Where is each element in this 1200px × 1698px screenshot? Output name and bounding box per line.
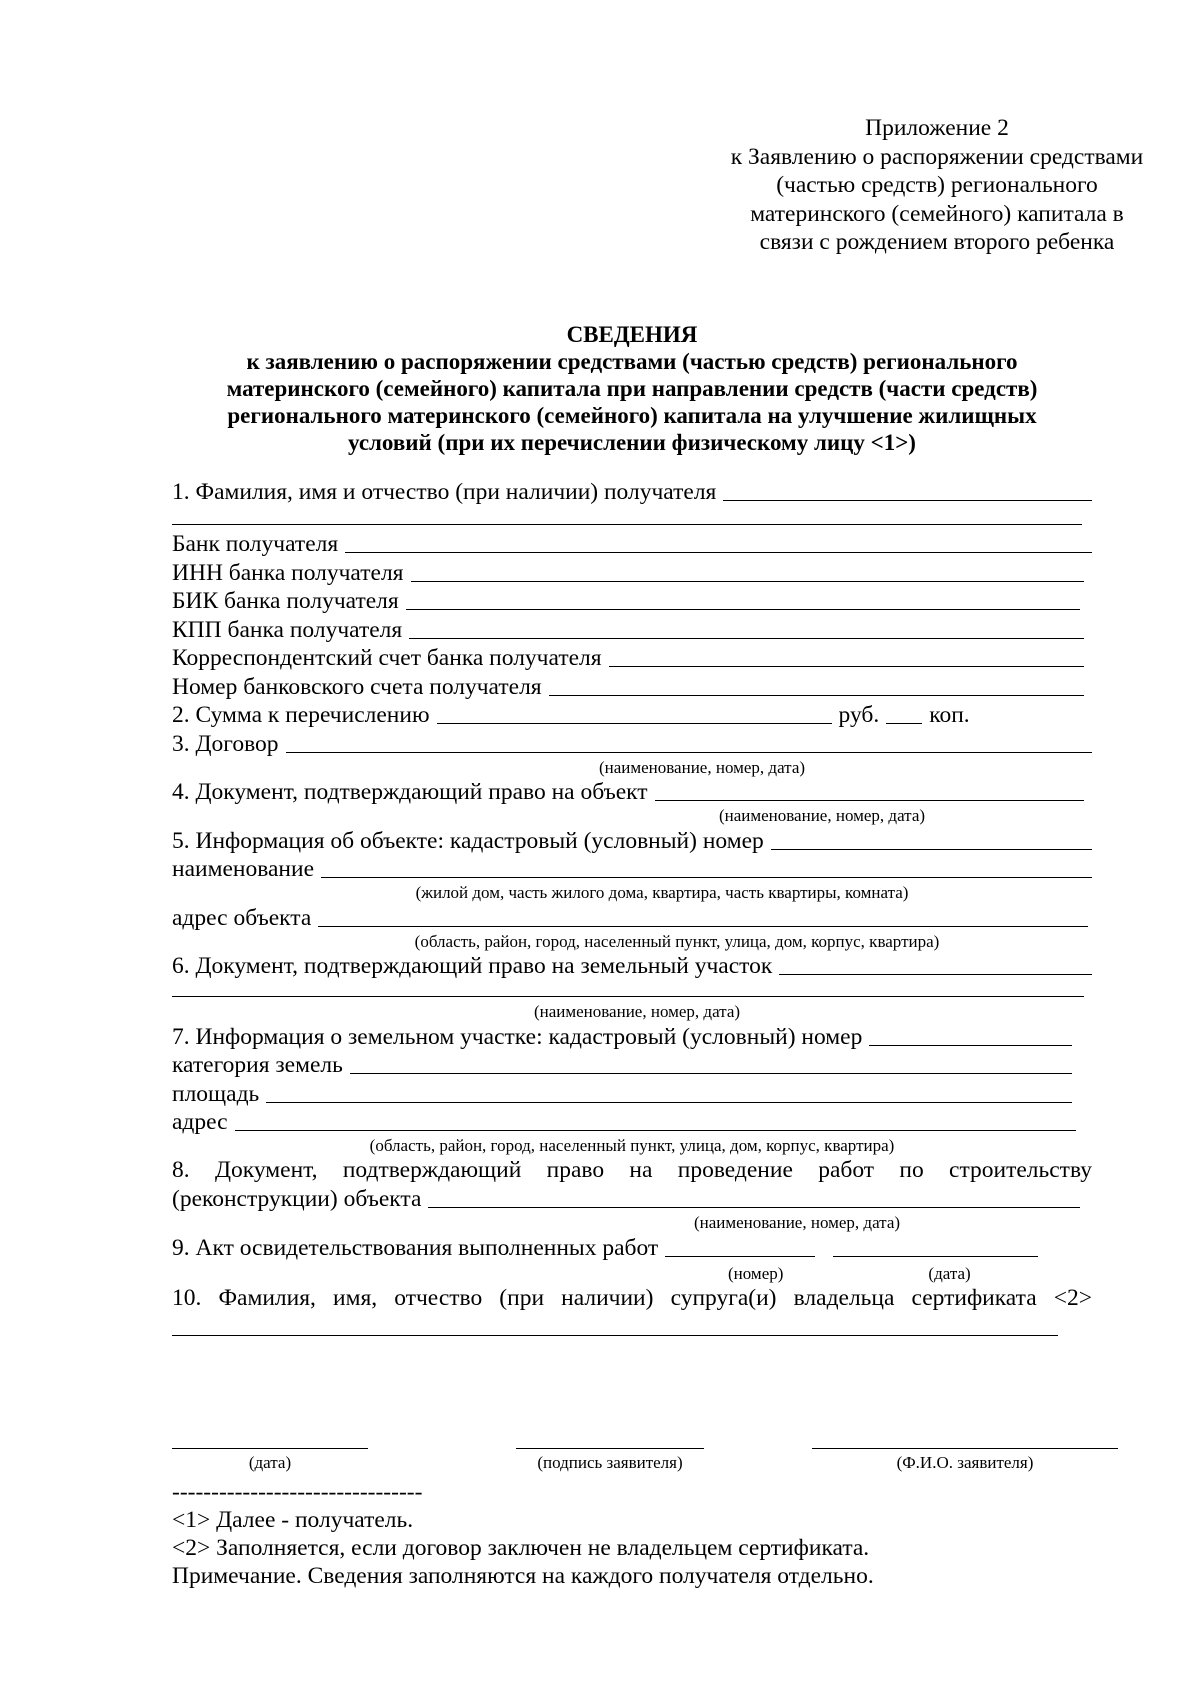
appendix-line: (частью средств) регионального [776, 172, 1098, 198]
land-address-row [172, 1108, 1092, 1137]
appendix-line: к Заявлению о распоряжении средствами [730, 143, 1144, 170]
ownership-doc-label: 4. Документ, подтверждающий право на объект [172, 779, 648, 805]
act-hints-row [172, 1262, 1092, 1284]
bank-label: Банк получателя [172, 531, 339, 557]
bank-kpp-field[interactable] [409, 638, 1084, 639]
act-date-hint: (дата) [928, 1263, 971, 1283]
recipient-name-field[interactable] [723, 500, 1092, 501]
date-caption: (дата) [248, 1453, 292, 1472]
object-info-row [172, 826, 1092, 855]
act-number-hint: (номер) [728, 1263, 784, 1283]
title-line: материнского (семейного) капитала при направлении средств (части средств) [226, 375, 1038, 401]
fio-caption: (Ф.И.О. заявителя) [896, 1453, 1034, 1472]
object-address-label: адрес объекта [172, 904, 312, 931]
contract-field[interactable] [286, 752, 1092, 753]
remark: Примечание. Сведения заполняются на каждого получателя отдельно. [172, 1563, 874, 1589]
construction-doc-field[interactable] [428, 1207, 1080, 1208]
form-body [172, 476, 1092, 1341]
land-category-label: категория земель [172, 1052, 343, 1078]
bank-bik-label: БИК банка получателя [172, 588, 399, 614]
recipient-name-row [172, 476, 1092, 506]
date-signature-line[interactable] [172, 1448, 368, 1449]
bank-kpp-row [172, 615, 1092, 644]
appendix-line: Приложение 2 [865, 115, 1009, 141]
act-date-field[interactable] [833, 1256, 1038, 1257]
object-info-label: 5. Информация об объекте: кадастровый (условный) номер [172, 827, 764, 854]
land-area-row [172, 1079, 1092, 1108]
spouse-row: 10. Фамилия, имя, отчество (при наличии) супруга(и) владельца сертификата <2> [172, 1284, 1092, 1311]
object-name-label: наименование [172, 856, 315, 882]
amount-rub-field[interactable] [437, 723, 832, 724]
construction-doc-label: (реконструкции) объекта [172, 1186, 422, 1212]
applicant-signature-block [516, 1448, 704, 1473]
appendix-line: материнского (семейного) капитала в [750, 200, 1124, 227]
footnotes [172, 1478, 874, 1590]
spouse-field[interactable] [172, 1335, 1058, 1336]
ownership-doc-hint: (наименование, номер, дата) [718, 806, 926, 825]
construction-doc-row [172, 1185, 1092, 1214]
applicant-fio-block [812, 1448, 1118, 1473]
land-info-row [172, 1022, 1092, 1051]
object-address-hint: (область, район, город, населенный пункт, улица, дом, корпус, квартира) [414, 931, 940, 951]
bank-bik-row [172, 587, 1092, 616]
bank-kpp-label: КПП банка получателя [172, 616, 403, 643]
amount-kop-field[interactable] [886, 723, 922, 724]
object-address-row [172, 903, 1092, 932]
ownership-doc-field[interactable] [655, 800, 1084, 801]
bank-field[interactable] [345, 552, 1092, 553]
corr-account-label: Корреспондентский счет банка получателя [172, 645, 602, 671]
footnote-1: <1> Далее - получатель. [172, 1507, 414, 1533]
object-address-field[interactable] [318, 926, 1088, 927]
object-name-row [172, 855, 1092, 884]
land-area-label: площадь [172, 1080, 260, 1107]
title-line: условий (при их перечислении физическому лицу <1>) [348, 429, 916, 455]
land-address-hint: (область, район, город, населенный пункт, улица, дом, корпус, квартира) [369, 1136, 895, 1155]
footnote-2: <2> Заполняется, если договор заключен не владельцем сертификата. [172, 1535, 870, 1561]
land-category-row [172, 1051, 1092, 1080]
contract-hint: (наименование, номер, дата) [598, 757, 806, 777]
land-doc-hint: (наименование, номер, дата) [533, 1002, 741, 1021]
account-number-row [172, 672, 1092, 701]
land-doc-row [172, 952, 1092, 981]
spouse-continuation-row [172, 1312, 1092, 1341]
act-row [172, 1233, 1092, 1262]
object-cadastral-field[interactable] [771, 849, 1092, 850]
rub-label: руб. [838, 702, 880, 728]
recipient-name-continuation-field[interactable] [172, 524, 1082, 525]
date-signature-block [172, 1448, 368, 1473]
bank-inn-label: ИНН банка получателя [172, 559, 404, 586]
land-area-field[interactable] [266, 1102, 1072, 1103]
signature-caption: (подпись заявителя) [537, 1453, 683, 1472]
ownership-doc-row [172, 778, 1092, 807]
contract-row [172, 729, 1092, 758]
object-name-field[interactable] [321, 877, 1092, 878]
applicant-fio-line[interactable] [812, 1448, 1118, 1449]
appendix-header [672, 114, 1200, 257]
land-doc-continuation-row [172, 980, 1092, 1002]
bank-inn-row [172, 558, 1092, 587]
land-doc-label: 6. Документ, подтверждающий право на земельный участок [172, 953, 773, 979]
object-name-hint: (жилой дом, часть жилого дома, квартира, часть квартиры, комната) [415, 883, 909, 902]
kop-label: коп. [929, 702, 970, 728]
recipient-name-label: 1. Фамилия, имя и отчество (при наличии) получателя [172, 478, 717, 505]
title-heading: СВЕДЕНИЯ [566, 321, 698, 347]
amount-label: 2. Сумма к перечислению [172, 702, 430, 728]
bank-bik-field[interactable] [406, 609, 1080, 610]
account-number-field[interactable] [549, 695, 1084, 696]
construction-doc-hint: (наименование, номер, дата) [693, 1213, 901, 1232]
account-number-label: Номер банковского счета получателя [172, 673, 542, 700]
title-line: к заявлению о распоряжении средствами (частью средств) регионального [246, 348, 1018, 374]
land-info-label: 7. Информация о земельном участке: кадастровый (условный) номер [172, 1023, 863, 1050]
footnote-separator: -------------------------------- [172, 1479, 423, 1505]
corr-account-row [172, 644, 1092, 673]
contract-label: 3. Договор [172, 730, 279, 757]
appendix-line: связи с рождением второго ребенка [759, 229, 1115, 255]
amount-row [172, 701, 1092, 730]
land-category-field[interactable] [350, 1073, 1072, 1074]
document-title [172, 321, 1092, 456]
land-address-field[interactable] [235, 1130, 1076, 1131]
land-cadastral-field[interactable] [869, 1045, 1072, 1046]
corr-account-field[interactable] [609, 666, 1084, 667]
title-line: регионального материнского (семейного) капитала на улучшение жилищных [227, 402, 1037, 428]
land-doc-field[interactable] [779, 974, 1092, 975]
applicant-signature-line[interactable] [516, 1448, 704, 1449]
construction-doc-line1: 8. Документ, подтверждающий право на проведение работ по строительству [172, 1157, 1092, 1183]
recipient-name-continuation-row [172, 506, 1092, 530]
act-label: 9. Акт освидетельствования выполненных работ [172, 1234, 659, 1261]
bank-inn-field[interactable] [411, 581, 1085, 582]
bank-row [172, 530, 1092, 559]
act-number-field[interactable] [665, 1256, 815, 1257]
land-address-label: адрес [172, 1109, 228, 1135]
land-doc-continuation-field[interactable] [172, 996, 1084, 997]
